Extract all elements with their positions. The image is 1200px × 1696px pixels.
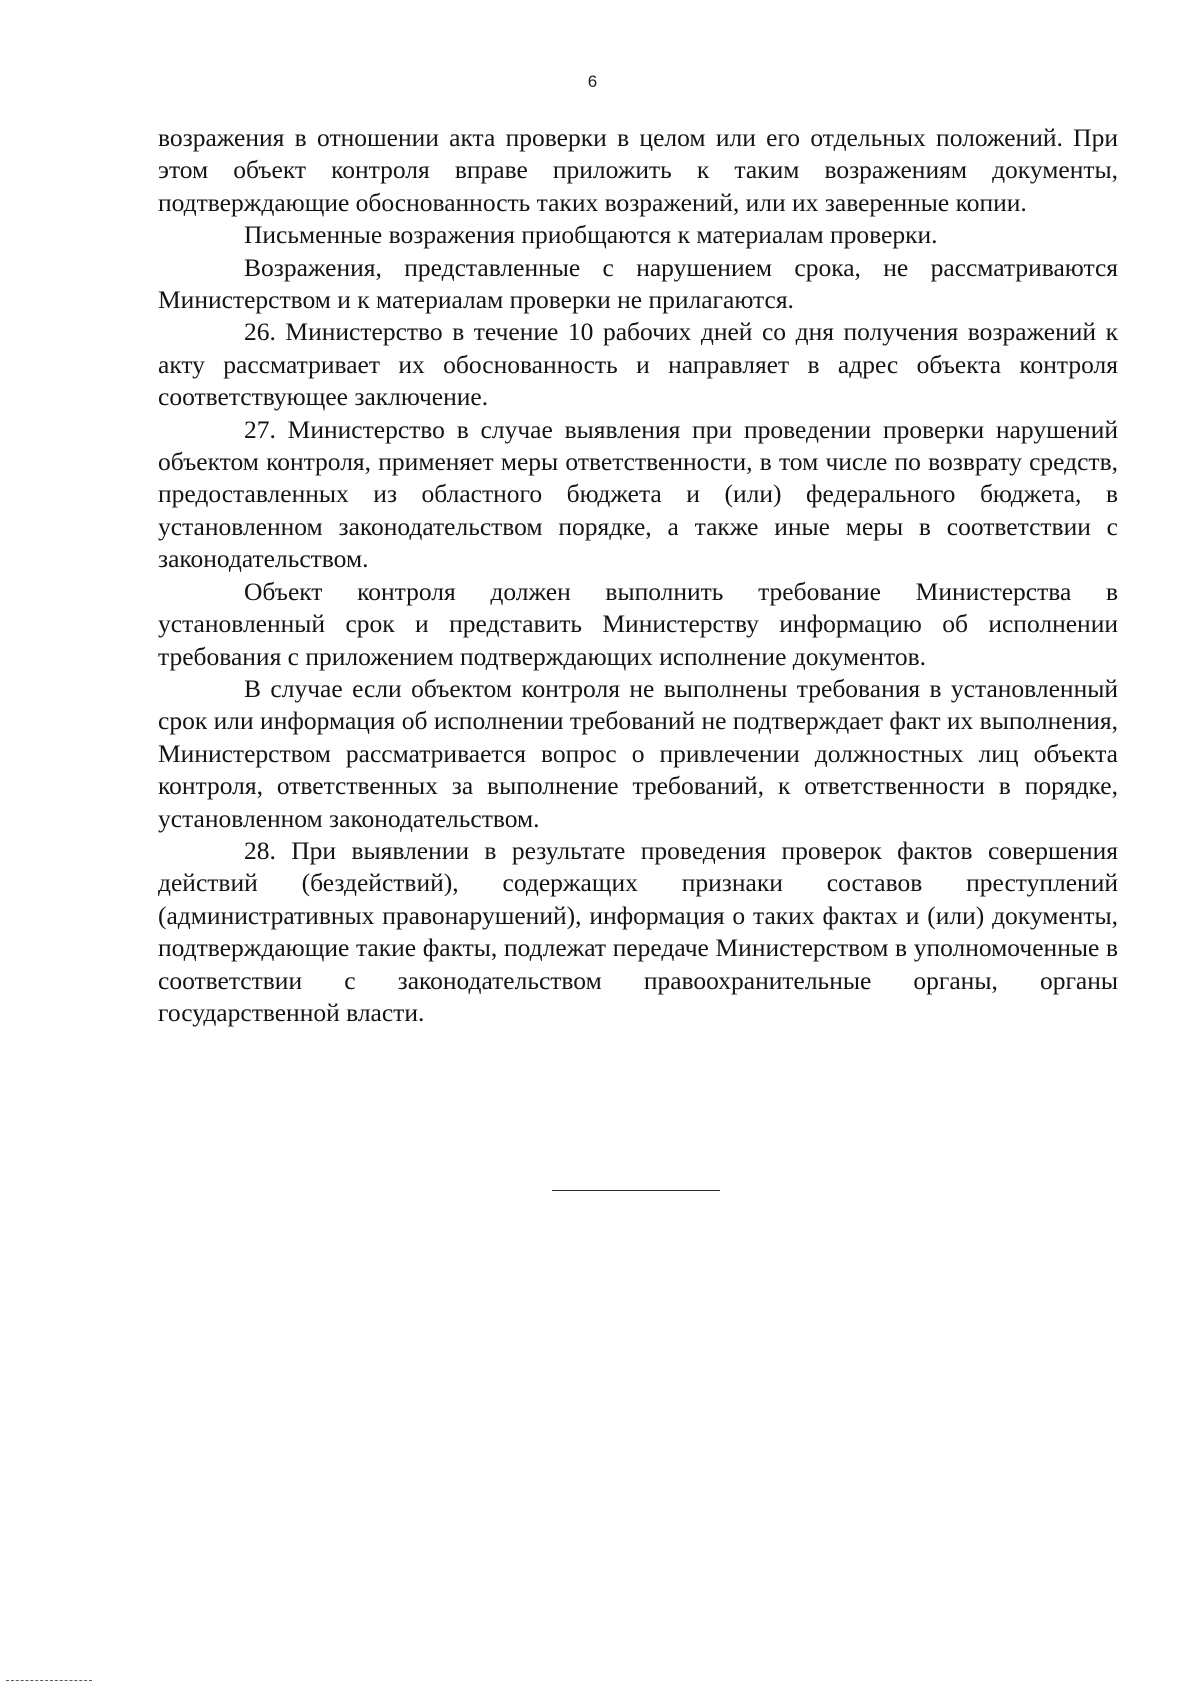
end-of-text-rule	[552, 1190, 720, 1191]
paragraph-written-objections: Письменные возражения приобщаются к материалам проверки.	[244, 220, 938, 250]
paragraph-requirement-not-fulfilled: В случае если объектом контроля не выполнены требования в установленный срок или информация об исполнении требований не подтверждает факт их выполнения, Министерством рассматривается вопрос о привлечении должностных лиц объекта контроля, ответственных за выполнение требований, к ответственности в порядке, установленном законодательством.	[158, 673, 1118, 833]
paragraph-objections-continuation: возражения в отношении акта проверки в целом или его отдельных положений. При этом объект контроля вправе приложить к таким возражениям документы, подтверждающие обоснованность таких возражений, или их заверенные копии.	[158, 123, 1118, 217]
paragraph-item-27: 27. Министерство в случае выявления при проведении проверки нарушений объектом контроля, применяет меры ответственности, в том числе по возврату средств, предоставленных из областного бюджета и (или) федерального бюджета, в установленном законодательством порядке, а также иные меры в соответствии с законодательством.	[158, 414, 1118, 574]
document-body	[158, 122, 1118, 1029]
paragraph-late-objections: Возражения, представленные с нарушением срока, не рассматриваются Министерством и к материалам проверки не прилагаются.	[158, 252, 1118, 315]
scan-edge-mark	[6, 1680, 92, 1681]
paragraph-item-28: 28. При выявлении в результате проведения проверок фактов совершения действий (бездействий), содержащих признаки составов преступлений (административных правонарушений), информация о таких фактах и (или) документы, подтверждающие такие факты, подлежат передаче Министерством в уполномоченные в соответствии с законодательством правоохранительные органы, органы государственной власти.	[158, 835, 1118, 1027]
paragraph-item-26: 26. Министерство в течение 10 рабочих дней со дня получения возражений к акту рассматривает их обоснованность и направляет в адрес объекта контроля соответствующее заключение.	[158, 317, 1118, 412]
paragraph-requirement-fulfilment: Объект контроля должен выполнить требование Министерства в установленный срок и представить Министерству информацию об исполнении требования с приложением подтверждающих исполнение документов.	[158, 576, 1118, 671]
page-number: 6	[587, 72, 598, 91]
